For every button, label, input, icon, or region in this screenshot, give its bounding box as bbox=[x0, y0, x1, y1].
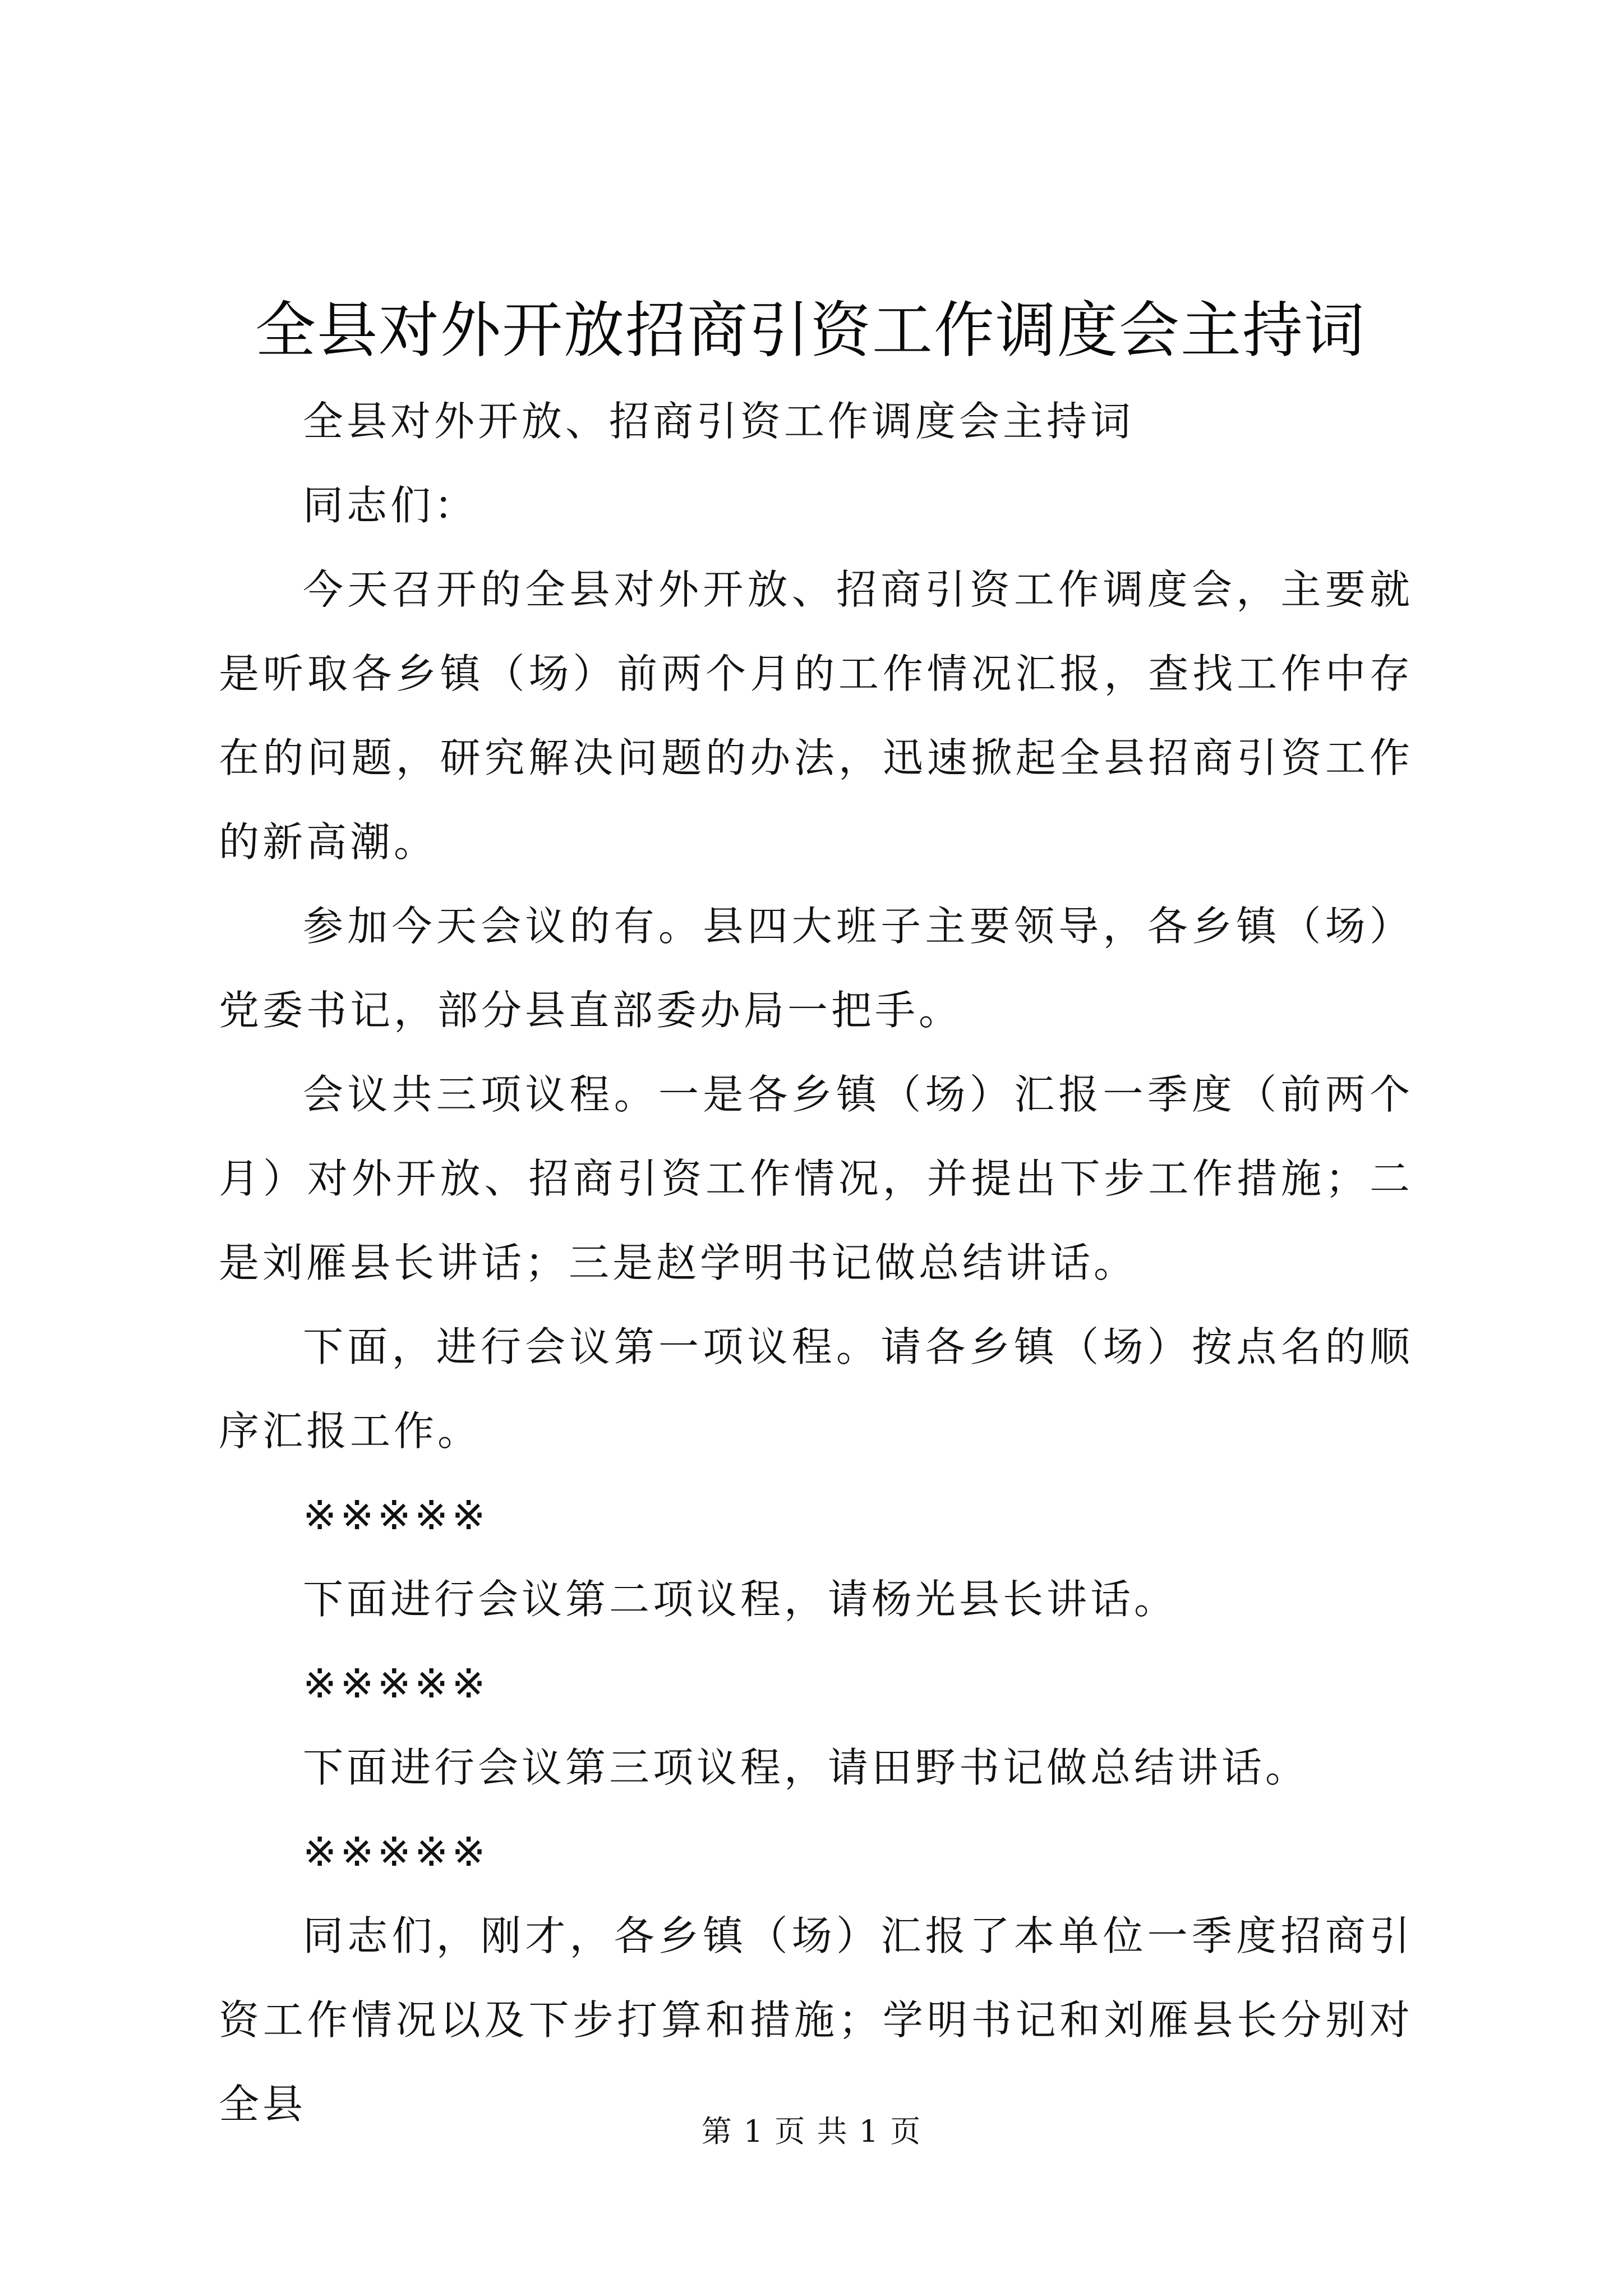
agenda-item-2-paragraph: 下面进行会议第二项议程，请杨光县长讲话。 bbox=[303, 1576, 1178, 1623]
page-number-footer: 第 1 页 共 1 页 bbox=[701, 2114, 922, 2149]
agenda-item-1-paragraph: 下面，进行会议第一项议程。请各乡镇（场）按点名的顺序汇报工作。 bbox=[219, 1323, 1413, 1455]
salutation-paragraph: 同志们： bbox=[303, 482, 478, 529]
section-separator: ※※※※※ bbox=[303, 1660, 489, 1707]
agenda-paragraph: 会议共三项议程。一是各乡镇（场）汇报一季度（前两个月）对外开放、招商引资工作情况，并提出下步工作措施；二是刘雁县长讲话；三是赵学明书记做总结讲话。 bbox=[219, 1071, 1413, 1286]
closing-paragraph: 同志们，刚才，各乡镇（场）汇报了本单位一季度招商引资工作情况以及下步打算和措施；学明书记和刘雁县长分别对全县 bbox=[219, 1912, 1413, 2128]
attendees-paragraph: 参加今天会议的有。县四大班子主要领导，各乡镇（场）党委书记，部分县直部委办局一把手。 bbox=[219, 903, 1413, 1034]
document-body bbox=[219, 379, 1413, 2146]
document-title: 全县对外开放招商引资工作调度会主持词 bbox=[255, 296, 1366, 366]
intro-paragraph: 今天召开的全县对外开放、招商引资工作调度会，主要就是听取各乡镇（场）前两个月的工作情况汇报，查找工作中存在的问题，研究解决问题的办法，迅速掀起全县招商引资工作的新高潮。 bbox=[219, 566, 1413, 866]
section-separator: ※※※※※ bbox=[303, 1492, 489, 1539]
subtitle-paragraph: 全县对外开放、招商引资工作调度会主持词 bbox=[303, 398, 1135, 445]
section-separator: ※※※※※ bbox=[303, 1828, 489, 1875]
agenda-item-3-paragraph: 下面进行会议第三项议程，请田野书记做总结讲话。 bbox=[303, 1744, 1310, 1791]
